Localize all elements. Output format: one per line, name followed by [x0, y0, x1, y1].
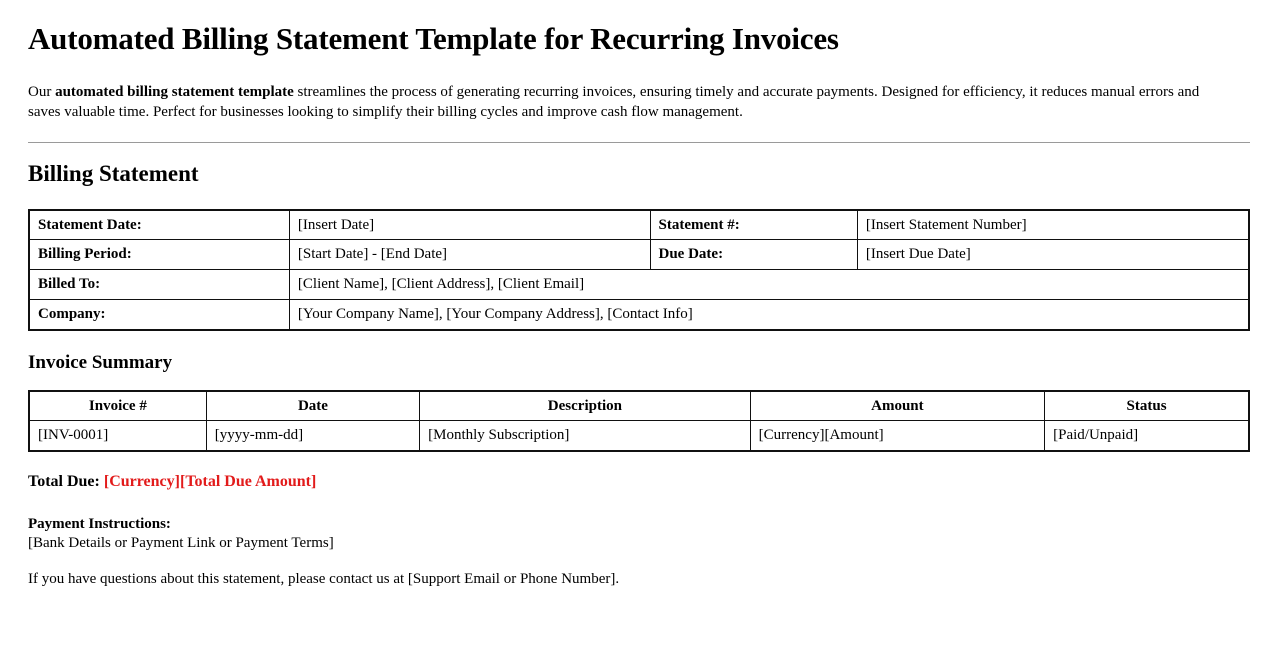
company-label: Company: — [29, 299, 289, 329]
intro-rest: streamlines the process of generating recurring invoices, ensuring timely and accurate payments. Designed for efficiency, it reduces manual errors and saves valuable time. Perfect for businesses looking to simplify their billing cycles and improve cash flow management. — [28, 83, 1200, 120]
intro-bold-phrase: automated billing statement template — [55, 83, 294, 100]
payment-instructions-block — [28, 515, 1250, 553]
table-row — [29, 210, 1249, 240]
payment-instructions-heading: Payment Instructions: — [28, 515, 171, 532]
cell-invoice-status: [Paid/Unpaid] — [1045, 421, 1249, 451]
column-header-date: Date — [206, 391, 419, 421]
section-divider — [28, 142, 1250, 143]
billed-to-label: Billed To: — [29, 270, 289, 300]
cell-invoice-description: [Monthly Subscription] — [420, 421, 751, 451]
company-value: [Your Company Name], [Your Company Address], [Contact Info] — [289, 299, 1249, 329]
intro-lead: Our — [28, 83, 56, 100]
statement-date-label: Statement Date: — [29, 210, 289, 240]
total-due-label: Total Due: — [28, 473, 100, 490]
total-due-line — [28, 472, 1250, 493]
column-header-amount: Amount — [750, 391, 1044, 421]
table-row — [29, 421, 1249, 451]
billing-period-label: Billing Period: — [29, 240, 289, 270]
statement-number-value: [Insert Statement Number] — [857, 210, 1249, 240]
statement-date-value: [Insert Date] — [289, 210, 650, 240]
table-header-row — [29, 391, 1249, 421]
contact-line: If you have questions about this statement, please contact us at [Support Email or Phone Number]. — [28, 571, 620, 588]
column-header-description: Description — [420, 391, 751, 421]
column-header-status: Status — [1045, 391, 1249, 421]
invoice-summary-heading: Invoice Summary — [28, 351, 173, 373]
table-row — [29, 299, 1249, 329]
due-date-value: [Insert Due Date] — [857, 240, 1249, 270]
payment-instructions-details: [Bank Details or Payment Link or Payment Terms] — [28, 534, 334, 551]
table-row — [29, 240, 1249, 270]
table-row — [29, 270, 1249, 300]
cell-invoice-amount: [Currency][Amount] — [750, 421, 1044, 451]
page-title: Automated Billing Statement Template for Recurring Invoices — [28, 21, 839, 56]
billed-to-value: [Client Name], [Client Address], [Client Email] — [289, 270, 1249, 300]
cell-invoice-date: [yyyy-mm-dd] — [206, 421, 419, 451]
billing-statement-table — [28, 209, 1250, 331]
billing-statement-heading: Billing Statement — [28, 161, 199, 187]
statement-number-label: Statement #: — [650, 210, 857, 240]
intro-paragraph — [28, 83, 1218, 123]
billing-period-value: [Start Date] - [End Date] — [289, 240, 650, 270]
total-due-amount: [Currency][Total Due Amount] — [103, 473, 317, 490]
column-header-invoice: Invoice # — [29, 391, 206, 421]
cell-invoice-number: [INV-0001] — [29, 421, 206, 451]
due-date-label: Due Date: — [650, 240, 857, 270]
invoice-summary-table — [28, 390, 1250, 453]
